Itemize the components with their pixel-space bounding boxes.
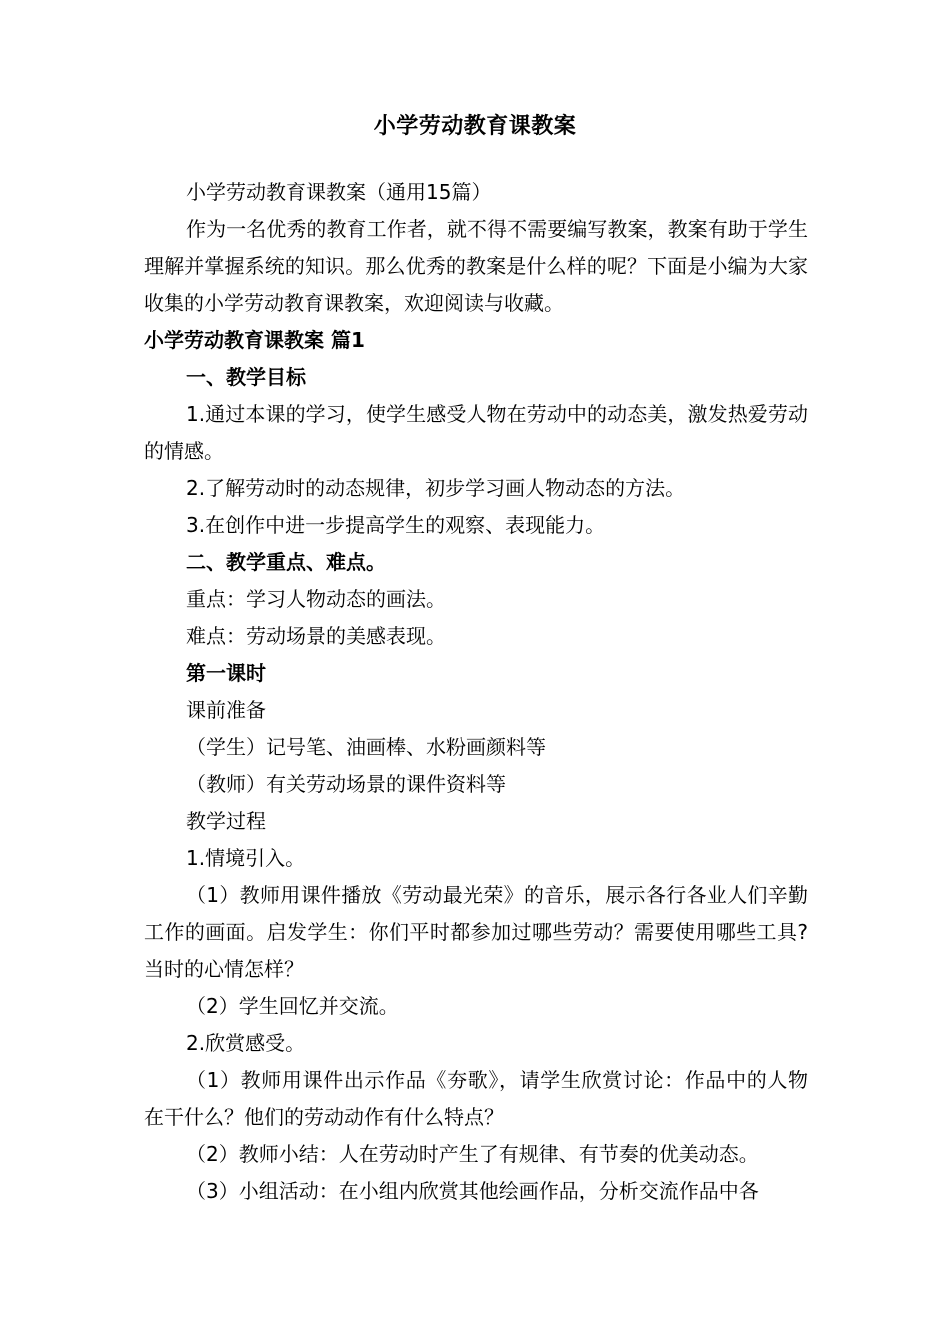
body-paragraph: 1.情境引入。	[186, 846, 306, 870]
difficulty-item: 难点：劳动场景的美感表现。	[186, 624, 446, 648]
subheading-lesson-one: 第一课时	[186, 661, 266, 685]
intro-paragraph: 作为一名优秀的教育工作者，就不得不需要编写教案，教案有助于学生理解并掌握系统的知识。那么优秀的教案是什么样的呢？下面是小编为大家收集的小学劳动教育课教案，欢迎阅读与收藏。	[144, 217, 808, 315]
subtitle-paragraph: 小学劳动教育课教案（通用15篇）	[186, 180, 492, 204]
subheading-objectives: 一、教学目标	[186, 365, 306, 389]
section-heading: 小学劳动教育课教案 篇1	[144, 328, 365, 352]
body-paragraph: （1）教师用课件播放《劳动最光荣》的音乐，展示各行各业人们辛勤工作的画面。启发学生：你们平时都参加过哪些劳动？需要使用哪些工具?当时的心情怎样？	[144, 883, 808, 981]
document-body	[144, 174, 808, 1210]
objective-item: 1.通过本课的学习，使学生感受人物在劳动中的动态美，激发热爱劳动的情感。	[144, 402, 808, 463]
body-paragraph: （2）教师小结：人在劳动时产生了有规律、有节奏的优美动态。	[186, 1142, 759, 1166]
body-paragraph: 教学过程	[186, 809, 266, 833]
document-title: 小学劳动教育课教案	[373, 114, 577, 139]
objective-item: 3.在创作中进一步提高学生的观察、表现能力。	[186, 513, 606, 537]
objective-item: 2.了解劳动时的动态规律，初步学习画人物动态的方法。	[186, 476, 686, 500]
body-paragraph: （2）学生回忆并交流。	[186, 994, 399, 1018]
body-paragraph: （教师）有关劳动场景的课件资料等	[186, 772, 506, 796]
body-paragraph: （1）教师用课件出示作品《夯歌》，请学生欣赏讨论：作品中的人物在干什么？他们的劳动动作有什么特点？	[144, 1068, 808, 1129]
body-paragraph: （学生）记号笔、油画棒、水粉画颜料等	[186, 735, 546, 759]
body-paragraph: 课前准备	[186, 698, 266, 722]
key-point-item: 重点：学习人物动态的画法。	[186, 587, 446, 611]
body-paragraph: 2.欣赏感受。	[186, 1031, 306, 1055]
subheading-key-points: 二、教学重点、难点。	[186, 550, 386, 574]
body-paragraph: （3）小组活动：在小组内欣赏其他绘画作品，分析交流作品中各	[186, 1179, 759, 1203]
